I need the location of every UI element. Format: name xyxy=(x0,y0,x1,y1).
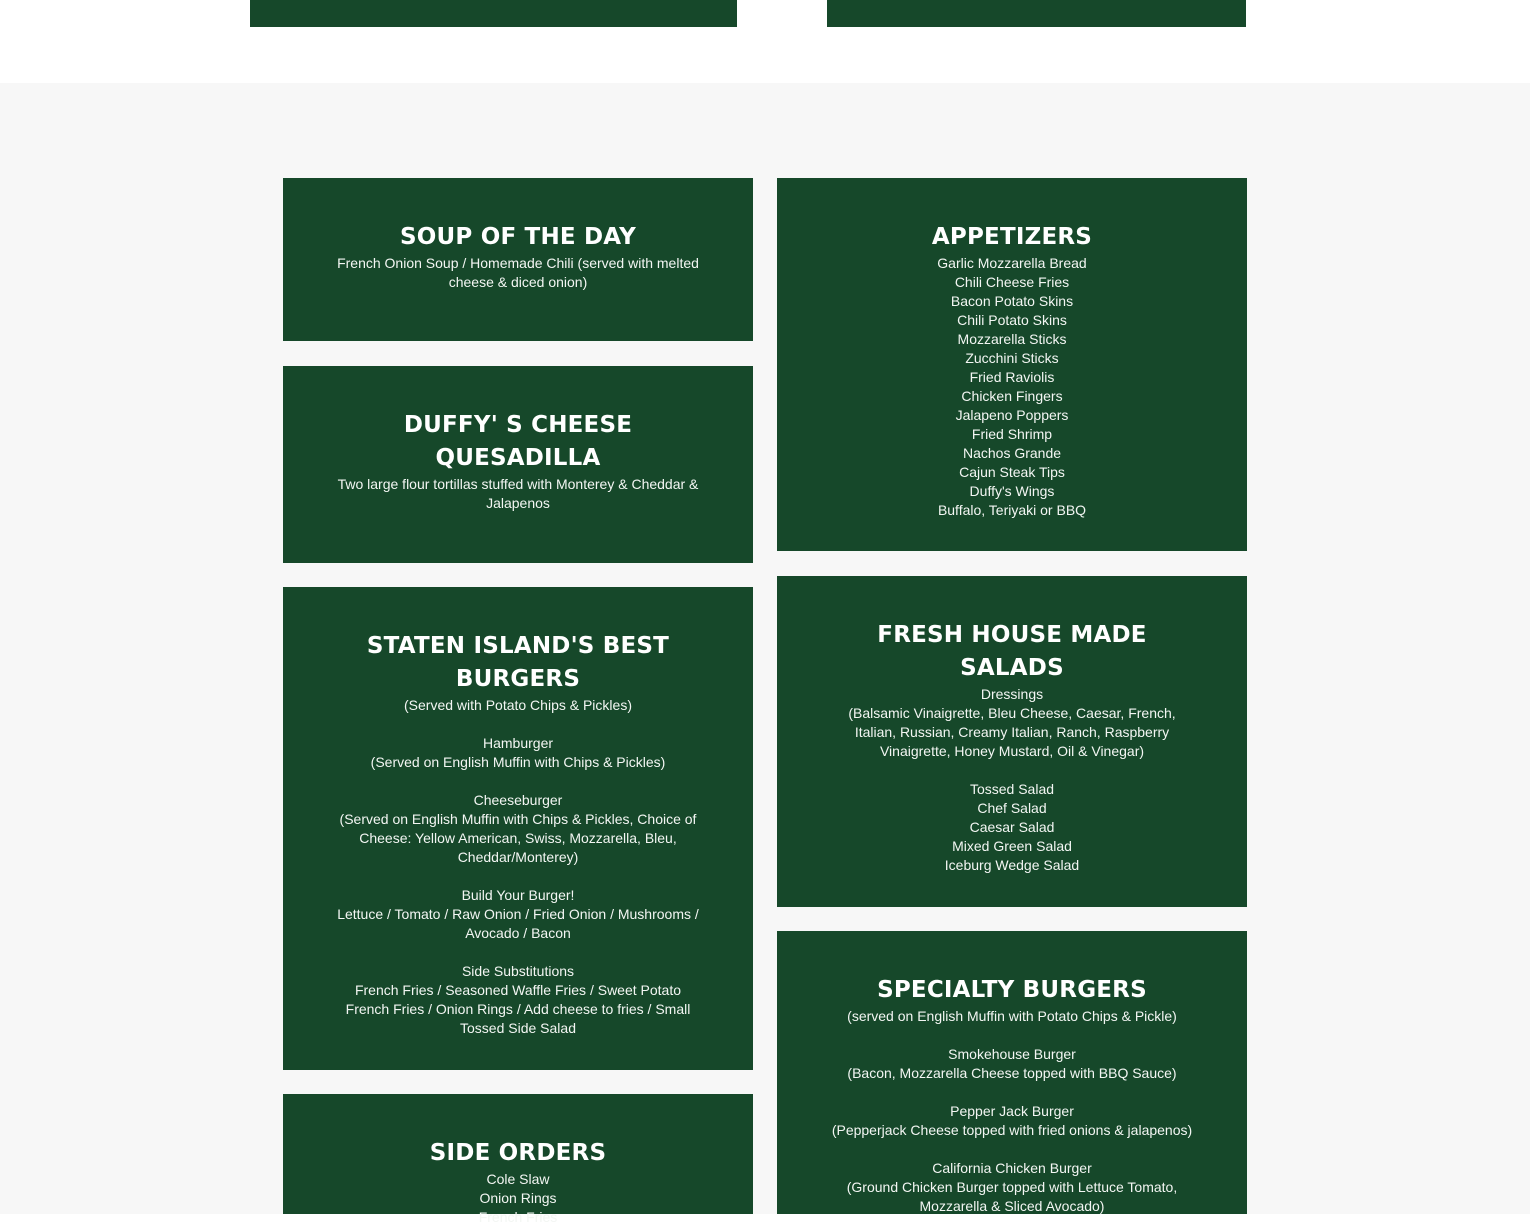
appetizers-card xyxy=(777,178,1247,551)
appetizer-item: Chili Cheese Fries xyxy=(954,274,1070,290)
quesadilla-line: Two large flour tortillas stuffed with Monterey & Cheddar & Jalapenos xyxy=(337,476,699,511)
specialty-burgers-card xyxy=(777,931,1247,1214)
salads-line: (Balsamic Vinaigrette, Bleu Cheese, Caesar, French, Italian, Russian, Creamy Italian, Ranch, Raspberry Vinaigrette, Honey Mustard, Oil & Vinegar) xyxy=(848,705,1176,759)
burgers-line: French Fries / Seasoned Waffle Fries / Sweet Potato French Fries / Onion Rings / Add cheese to fries / Small Tossed Side Salad xyxy=(345,982,691,1036)
burgers-line: Side Substitutions xyxy=(461,963,575,979)
appetizer-item: Zucchini Sticks xyxy=(965,350,1059,366)
quesadilla-title-line: QUESADILLA xyxy=(435,445,601,471)
appetizer-item: Chili Potato Skins xyxy=(957,312,1067,328)
salads-title-line: FRESH HOUSE MADE xyxy=(877,622,1147,648)
appetizer-item: Jalapeno Poppers xyxy=(955,407,1069,423)
appetizer-item: Cajun Steak Tips xyxy=(959,464,1065,480)
salad-item: Chef Salad xyxy=(977,800,1047,816)
top-band xyxy=(0,0,1530,83)
soup-line: French Onion Soup / Homemade Chili (served with melted cheese & diced onion) xyxy=(337,255,699,290)
specialty-line: California Chicken Burger xyxy=(932,1160,1092,1176)
burgers-line: Build Your Burger! xyxy=(461,887,575,903)
appetizers-title: APPETIZERS xyxy=(931,224,1093,250)
side-orders-title: SIDE ORDERS xyxy=(429,1140,607,1166)
salads-line: Dressings xyxy=(980,686,1044,702)
burgers-line: Cheeseburger xyxy=(473,792,563,808)
appetizer-item: Mozzarella Sticks xyxy=(957,331,1067,347)
appetizer-item: Buffalo, Teriyaki or BBQ xyxy=(937,502,1087,518)
burgers-line: Lettuce / Tomato / Raw Onion / Fried Onion / Mushrooms / Avocado / Bacon xyxy=(337,906,699,941)
salads-card xyxy=(777,576,1247,907)
menu-section xyxy=(0,83,1530,1214)
quesadilla-card xyxy=(283,366,753,563)
burgers-title-line: BURGERS xyxy=(455,666,581,692)
salad-item: Tossed Salad xyxy=(969,781,1055,797)
specialty-title: SPECIALTY BURGERS xyxy=(877,977,1147,1003)
appetizer-item: Garlic Mozzarella Bread xyxy=(937,255,1087,271)
appetizer-item: Bacon Potato Skins xyxy=(950,293,1074,309)
specialty-line: (Bacon, Mozzarella Cheese topped with BBQ Sauce) xyxy=(847,1065,1177,1081)
appetizer-item: Chicken Fingers xyxy=(961,388,1063,404)
appetizer-item: Nachos Grande xyxy=(962,445,1062,461)
burgers-card xyxy=(283,587,753,1070)
specialty-line: Pepper Jack Burger xyxy=(950,1103,1074,1119)
specialty-line: Smokehouse Burger xyxy=(948,1046,1076,1062)
salad-item: Mixed Green Salad xyxy=(952,838,1072,854)
appetizer-item: Duffy's Wings xyxy=(969,483,1055,499)
appetizer-item: Fried Shrimp xyxy=(971,426,1053,442)
side-orders-item: Cole Slaw xyxy=(486,1171,550,1187)
side-orders-card xyxy=(283,1094,753,1225)
quesadilla-title-line: DUFFY' S CHEESE xyxy=(403,412,633,438)
top-image-block-left xyxy=(250,0,737,27)
soup-card xyxy=(283,178,753,341)
specialty-line: (served on English Muffin with Potato Chips & Pickle) xyxy=(847,1008,1177,1024)
side-orders-item: French Fries xyxy=(478,1209,558,1225)
specialty-line: (Pepperjack Cheese topped with fried onions & jalapenos) xyxy=(831,1122,1193,1138)
appetizer-item: Fried Raviolis xyxy=(969,369,1055,385)
salads-title-line: SALADS xyxy=(960,655,1064,681)
burgers-line: (Served on English Muffin with Chips & Pickles) xyxy=(370,754,666,770)
burgers-line: (Served with Potato Chips & Pickles) xyxy=(404,697,632,713)
specialty-line: (Ground Chicken Burger topped with Lettuce Tomato, Mozzarella & Sliced Avocado) xyxy=(846,1179,1178,1214)
burgers-line: (Served on English Muffin with Chips & Pickles, Choice of Cheese: Yellow American, Swiss, Mozzarella, Bleu, Cheddar/Monterey) xyxy=(339,811,697,865)
soup-title: SOUP OF THE DAY xyxy=(400,224,636,250)
top-image-block-right xyxy=(827,0,1246,27)
salad-item: Iceburg Wedge Salad xyxy=(944,857,1080,873)
salad-item: Caesar Salad xyxy=(969,819,1055,835)
burgers-title-line: STATEN ISLAND'S BEST xyxy=(366,633,670,659)
side-orders-item: Onion Rings xyxy=(479,1190,557,1206)
burgers-line: Hamburger xyxy=(482,735,554,751)
